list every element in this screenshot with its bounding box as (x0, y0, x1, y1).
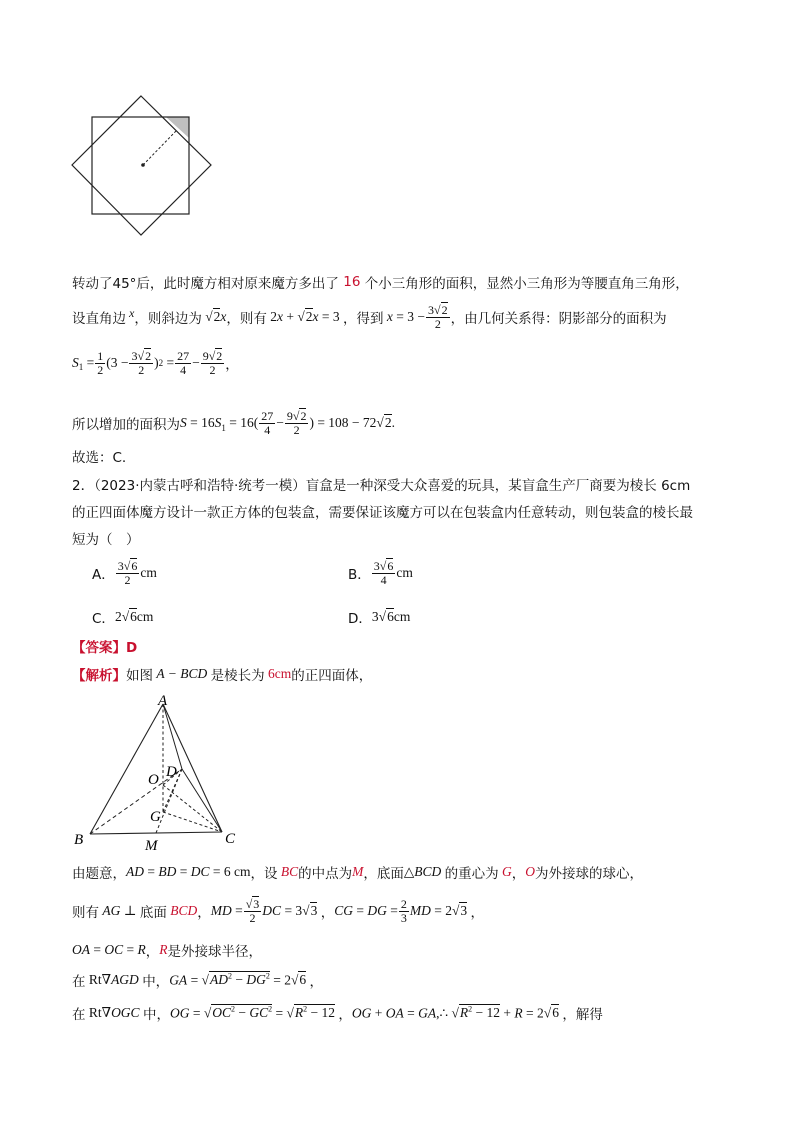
dashed-radius (143, 131, 176, 165)
label-C: C (225, 831, 236, 847)
option-b[interactable]: B． $\frac{3√6}{4}$ cm (348, 559, 413, 587)
tetrahedron-figure (70, 692, 250, 854)
answer-label: 【答案】D (72, 640, 138, 656)
analysis-line: 【解析】 如图 A − BCD 是棱长为 6cm 的正四面体， (72, 666, 373, 684)
option-a[interactable]: A． $\frac{3√6}{2}$ cm (92, 559, 157, 587)
count-16: 16 (343, 274, 361, 290)
rt-ogc-line: 在 Rt∇OGC 中， OG = $√OC^2 - GC^2 = √R^2 - 12$ ， OG + OA = GA,∴ $√R^2 - 12 + R = 2√6$ ，解得 (72, 1004, 603, 1023)
label-O: O (148, 772, 159, 788)
rotation-text: 转动了45°后，此时魔方相对原来魔方多出了 16 个小三角形的面积，显然小三角形为等腰直角三角形， (72, 274, 689, 292)
option-c[interactable]: C． 2√6 cm (92, 609, 154, 627)
label-M: M (145, 838, 158, 854)
option-d[interactable]: D． 3√6 cm (348, 609, 411, 627)
label-A: A (158, 693, 168, 709)
s1-formula: S 1 = $\frac{1}{2}$ (3 − $\frac{3√2}{2}$ ) 2 = $\frac{27}{4}$ − $\frac{9√2}{2}$ ， (72, 349, 239, 377)
center-dot (141, 163, 145, 167)
q2-line3: 短为（ ） (72, 532, 140, 548)
perp-line: 则有 AG ⊥ 底面 BCD ， MD = $\frac{√3}{2}$ DC = 3√3 ， CG = DG = $\frac{2}{3}$ MD = 2√3 ， (72, 897, 485, 925)
label-G: G (150, 809, 161, 825)
answer-c-text: 故选：C. (72, 450, 127, 466)
increase-line: 所以增加的面积为 $S = 16S_1 = 16$( $\frac{27}{4}$ − $\frac{9√2}{2}$ ) = 108 − 72√2. (72, 409, 395, 437)
q2-line2: 的正四面体魔方设计一款正方体的包装盒，需要保证该魔方可以在包装盒内任意转动，则包装盒的棱长最 (72, 505, 693, 521)
rt-agd-line: 在 Rt∇AGD 中， GA = $√AD^2 - DG^2 = 2√6$ ， (72, 971, 323, 990)
rotated-square-figure (68, 94, 214, 240)
label-B: B (74, 832, 84, 848)
shaded-triangle (166, 117, 189, 138)
given-line: 由题意， AD = BD = DC = 6 cm ，设 BC 的中点为 M ，底面 △BCD 的重心为 G ， O 为外接球的球心， (72, 864, 644, 882)
oa-line: OA = OC = R ， R 是外接球半径， (72, 942, 263, 960)
setup-equation-line: 设直角边 x ，则斜边为 √2x ，则有 2x + √2x = 3 ，得到 x = 3 − $\frac{3√2}{2}$ ，由几何关系得：阴影部分的面积为 (72, 303, 667, 331)
label-D: D (166, 764, 177, 780)
q2-line1: 2．（2023·内蒙古呼和浩特·统考一模）盲盒是一种深受大众喜爱的玩具，某盲盒生产厂商要为棱长 6cm (72, 478, 691, 494)
